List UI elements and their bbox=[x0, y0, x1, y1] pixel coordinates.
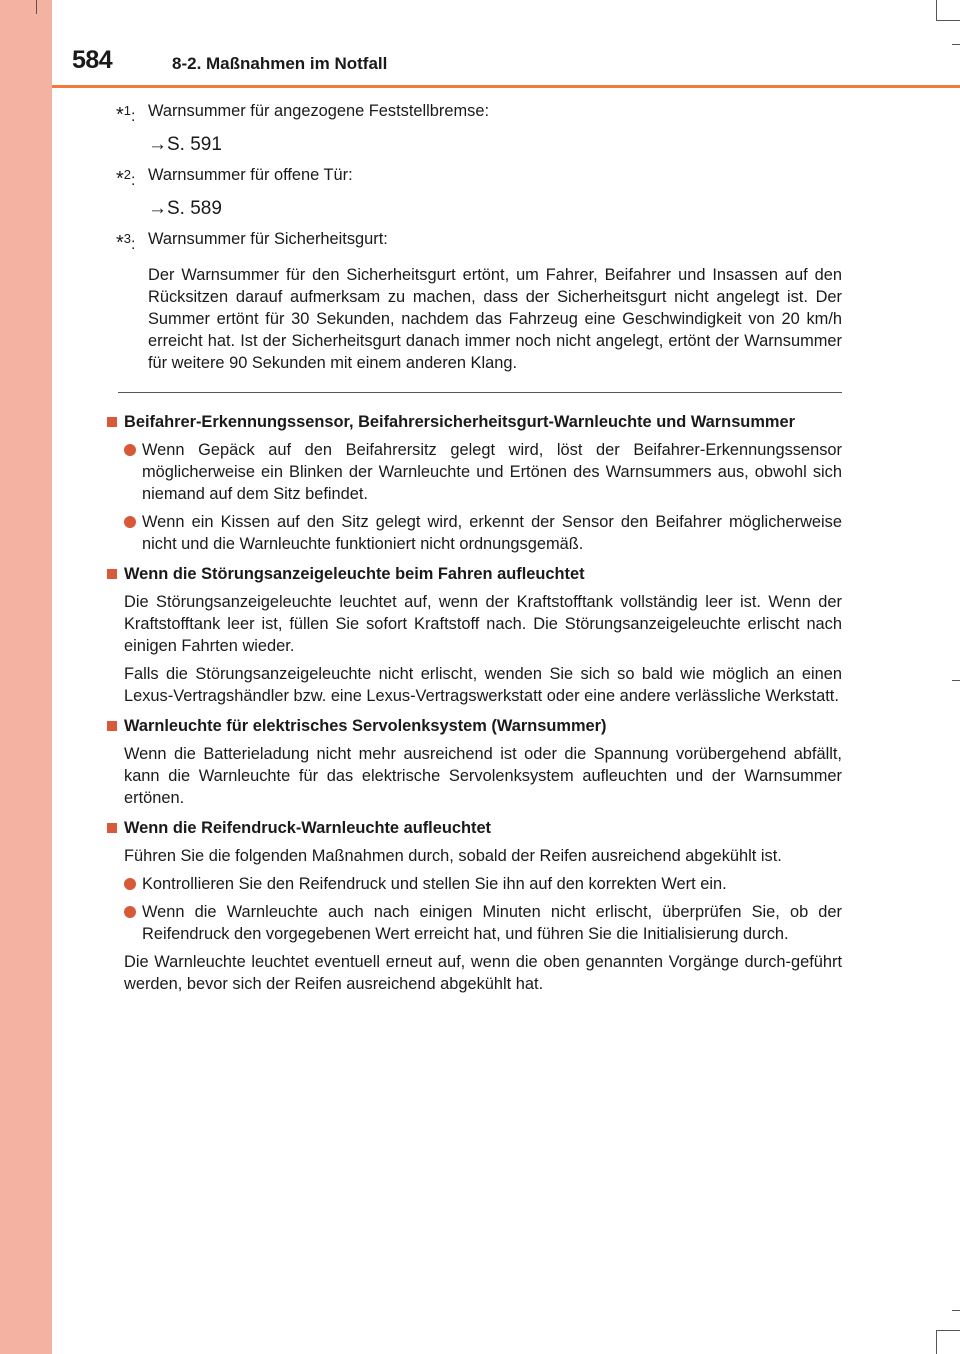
crop-mark bbox=[936, 1330, 960, 1331]
section-heading: Warnleuchte für elektrisches Servolenksystem (Warnsummer) bbox=[100, 715, 842, 737]
footnote-mark: *$^1$: bbox=[116, 103, 136, 126]
footnote bbox=[100, 228, 842, 254]
crop-mark bbox=[36, 0, 37, 14]
circle-bullet-icon bbox=[124, 444, 136, 456]
page-content bbox=[100, 94, 842, 995]
section-divider bbox=[118, 392, 842, 393]
paragraph: Die Warnleuchte leuchtet eventuell erneut auf, wenn die oben genannten Vorgänge durch-geführt werden, bevor sich der Reifen ausreichend abgekühlt hat. bbox=[124, 953, 842, 993]
square-bullet-icon bbox=[107, 721, 117, 731]
paragraph: Falls die Störungsanzeigeleuchte nicht erlischt, wenden Sie sich so bald wie möglich an einen Lexus-Vertragshändler bzw. eine Lexus-Vertragswerkstatt oder eine andere verlässliche Werkstatt. bbox=[124, 665, 842, 705]
footnote-body: Der Warnsummer für den Sicherheitsgurt ertönt, um Fahrer, Beifahrer und Insassen auf den Rücksitzen darauf aufmerksam zu machen, dass der Sicherheitsgurt nicht angelegt ist. Der Summer ertönt für 30 Sekunden, nachdem das Fahrzeug eine Geschwindigkeit von 20 km/h erreicht hat. Ist der Sicherheitsgurt danach immer noch nicht angelegt, ertönt der Warnsummer für weitere 90 Sekunden mit einem anderen Klang. bbox=[148, 266, 842, 372]
paragraph: Führen Sie die folgenden Maßnahmen durch, sobald der Reifen ausreichend abgekühlt ist. bbox=[124, 847, 782, 865]
footnote-mark: *$^2$: bbox=[116, 167, 136, 190]
crop-mark bbox=[936, 0, 937, 20]
footnote bbox=[100, 100, 842, 126]
chapter-side-tab bbox=[0, 0, 52, 1354]
bullet-item: Wenn die Warnleuchte auch nach einigen Minuten nicht erlischt, überprüfen Sie, ob der Reifendruck den vorgegebenen Wert erreicht hat, und führen Sie die Initialisierung durch. bbox=[100, 901, 842, 945]
circle-bullet-icon bbox=[124, 878, 136, 890]
footnote bbox=[100, 164, 842, 190]
section-heading: Wenn die Reifendruck-Warnleuchte aufleuchtet bbox=[100, 817, 842, 839]
bullet-item: Wenn Gepäck auf den Beifahrersitz gelegt wird, löst der Beifahrer-Erkennungssensor möglicherweise ein Blinken der Warnleuchte und Ertönen des Warnsummers aus, obwohl sich niemand auf dem Sitz befindet. bbox=[100, 439, 842, 505]
page-number: 584 bbox=[72, 46, 113, 74]
header-rule bbox=[52, 85, 960, 88]
page-header bbox=[72, 44, 960, 84]
square-bullet-icon bbox=[107, 823, 117, 833]
crop-mark bbox=[936, 1330, 937, 1354]
crop-mark bbox=[936, 20, 960, 21]
bullet-item: Kontrollieren Sie den Reifendruck und stellen Sie ihn auf den korrekten Wert ein. bbox=[100, 873, 842, 895]
circle-bullet-icon bbox=[124, 516, 136, 528]
paragraph: Wenn die Batterieladung nicht mehr ausreichend ist oder die Spannung vorübergehend abfällt, kann die Warnleuchte für das elektrische Servolenksystem aufleuchten und der Warnsummer ertönen. bbox=[124, 745, 842, 807]
footnote-text: Warnsummer für offene Tür: bbox=[148, 166, 353, 184]
crop-mark bbox=[952, 1310, 960, 1311]
section-heading: Beifahrer-Erkennungssensor, Beifahrersicherheitsgurt-Warnleuchte und Warnsummer bbox=[100, 411, 842, 433]
bullet-item: Wenn ein Kissen auf den Sitz gelegt wird, erkennt der Sensor den Beifahrer möglicherweise nicht und die Warnleuchte funktioniert nicht ordnungsgemäß. bbox=[100, 511, 842, 555]
footnote-page-ref: →S. 589 bbox=[148, 198, 222, 219]
footnote-text: Warnsummer für angezogene Feststellbremse: bbox=[148, 102, 490, 120]
crop-mark bbox=[952, 680, 960, 681]
square-bullet-icon bbox=[107, 569, 117, 579]
footnote-page-ref: →S. 591 bbox=[148, 134, 222, 155]
footnote-text: Warnsummer für Sicherheitsgurt: bbox=[148, 230, 388, 248]
paragraph: Die Störungsanzeigeleuchte leuchtet auf, wenn der Kraftstofftank vollständig leer ist. Wenn der Kraftstofftank leer ist, füllen Sie sofort Kraftstoff nach. Die Störungsanzeigeleuchte erlischt nach einigen Fahrten wieder. bbox=[124, 593, 842, 655]
chapter-title: 8-2. Maßnahmen im Notfall bbox=[172, 54, 388, 73]
circle-bullet-icon bbox=[124, 906, 136, 918]
section-heading: Wenn die Störungsanzeigeleuchte beim Fahren aufleuchtet bbox=[100, 563, 842, 585]
square-bullet-icon bbox=[107, 417, 117, 427]
footnote-mark: *$^3$: bbox=[116, 231, 136, 254]
